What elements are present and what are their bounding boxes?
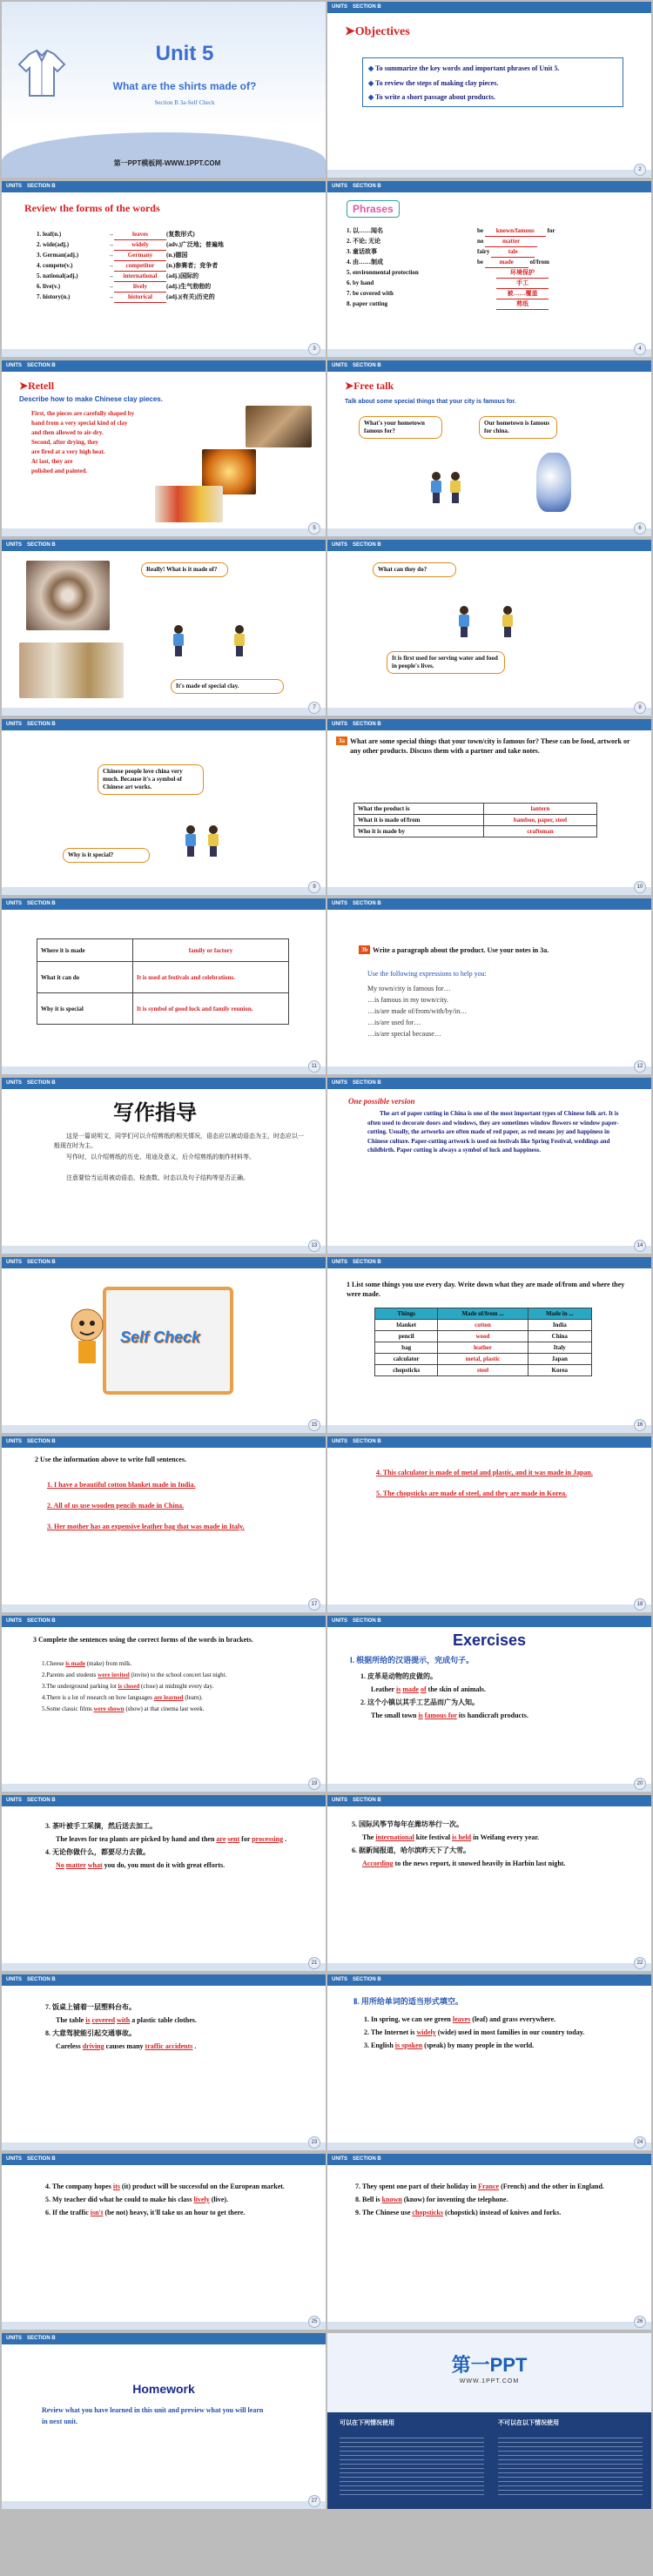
list-item: 3.The underground parking lot is closed (close) at midnight every day. <box>42 1683 214 1690</box>
self-check-label: Self Check <box>120 1328 201 1346</box>
table-row: What the product is lantern <box>354 804 597 815</box>
page-number: 25 <box>308 2316 320 2328</box>
slide-header: UNITS SECTION B <box>2 1257 326 1268</box>
page-number: 26 <box>634 2316 646 2328</box>
slide-header: UNITS SECTION B <box>2 1078 326 1089</box>
complete-list <box>42 1659 277 1713</box>
slide-use-dialog <box>327 540 651 716</box>
list-item: 2.Parents and students were invited (invite) to the school concert last night. <box>42 1671 227 1678</box>
guide-paragraph: 注意要恰当运用被动语态，检查数、时态以及句子结构等是否正确。 <box>66 1174 249 1181</box>
slide-header: UNITS SECTION B <box>327 360 651 372</box>
table-row: Who it is made by craftsman <box>354 826 597 837</box>
speech-bubble: It's made of special clay. <box>171 679 284 694</box>
notes-table <box>353 803 597 837</box>
answer-sentence: 2. All of us use wooden pencils made in China. <box>47 1502 185 1510</box>
slide-exercises-3 <box>327 1795 651 1971</box>
exercise-instruction: Ⅱ. 用所给单词的适当形式填空。 <box>353 1997 463 2006</box>
table-row: bag leather Italy <box>375 1342 592 1354</box>
answer-list <box>47 1475 265 1537</box>
pottery-wheel-photo <box>26 561 110 630</box>
slide-exercises-1 <box>327 1616 651 1792</box>
disallowed-heading: 不可以在以下情况使用 <box>498 2420 559 2426</box>
page-number: 5 <box>308 522 320 535</box>
freetalk-question: Talk about some special things that your city is famous for. <box>345 399 516 405</box>
things-table <box>374 1308 592 1376</box>
slide-header: UNITS SECTION B <box>2 1616 326 1627</box>
slide-things-table <box>327 1257 651 1433</box>
exercise-body: 7. 饭桌上铺着一层塑料台布。 The table is covered with a plastic table clothes. 8. 大意驾驶能引起交通事故。 Careless driving causes many traffic accidents . <box>45 2003 197 2050</box>
form-item: 6. live(v.) → lively (adj.)生气勃勃的 <box>37 282 315 293</box>
speech-bubble: Why is it special? <box>63 848 150 863</box>
exercise-body: 1. 皮革是动物的皮做的。 Leather is made of the skin of animals. 2. 这个小镇以其手工艺品而广为人知。 The small town is famous for its handicraft products. <box>360 1672 528 1719</box>
page-number: 21 <box>308 1957 320 1969</box>
phrases-title: Phrases <box>347 200 400 218</box>
cover-site: 第一PPT模板网-WWW.1PPT.COM <box>113 159 221 167</box>
sample-text: The art of paper cutting in China is one of the most important types of Chinese folk art. It is often used to decorate doors and windows, they are sometimes window flowers or window paper-cutting. Usually, the artworks are often made of red paper, as red means joy and happiness in Chinese culture. Paper-cutting artwork is used on festivals like Spring Festival, weddings and childbirth. Paper cutting is always a symbol of luck and happiness. <box>367 1110 619 1153</box>
table-row: Why it is special It is symbol of good luck and family reunion. <box>37 993 289 1025</box>
slide-header: UNITS SECTION B <box>327 540 651 551</box>
phrase-item: 7. be covered with 被……覆盖 <box>347 289 643 299</box>
slide-header: UNITS SECTION B <box>2 2154 326 2165</box>
table-row: blanket cotton India <box>375 1320 592 1331</box>
slide-sentences-2 <box>327 1436 651 1612</box>
student-figure <box>185 825 197 857</box>
slide-header: UNITS SECTION B <box>2 1436 326 1448</box>
slide-complete <box>2 1616 326 1792</box>
slide-clay-dialog <box>2 540 326 716</box>
pencil-character-icon <box>63 1306 111 1367</box>
task-question: 1 List some things you use every day. Write down what they are made of/from and where they were made. <box>347 1281 625 1298</box>
task-number: 3b <box>359 945 370 954</box>
page-number: 23 <box>308 2136 320 2149</box>
slide-header: UNITS SECTION B <box>327 1795 651 1806</box>
speech-bubble: What's your hometown famous for? <box>359 416 442 439</box>
phrase-item: 1. 以……闻名 be known/famous for <box>347 226 643 237</box>
slide-exercises-4 <box>2 1974 326 2150</box>
form-item: 7. history(n.) → historical (adj.)(有关)历史的 <box>37 293 315 303</box>
slide-header: UNITS SECTION B <box>327 1078 651 1089</box>
phrase-item: 5. environmental protection 环境保护 <box>347 268 643 279</box>
slide-forms <box>2 181 326 357</box>
page-number: 24 <box>634 2136 646 2149</box>
table-row: Things Made of/from ... Made in ... <box>375 1308 592 1320</box>
phrase-item: 2. 不论; 无论 no matter <box>347 237 643 247</box>
answer-sentence: 4. This calculator is made of metal and plastic, and it was made in Japan. <box>376 1469 593 1476</box>
freetalk-title: ➤Free talk <box>345 380 394 392</box>
exercise-instruction: Ⅰ. 根据所给的汉语提示，完成句子。 <box>350 1656 475 1665</box>
expression-list: My town/city is famous for… …is famous in my town/city. …is/are made of/from/with/by/in… …is/are used for… …is/are special because… <box>367 985 468 1038</box>
table-row: calculator metal, plastic Japan <box>375 1354 592 1365</box>
template-logo: 第一PPT <box>451 2354 528 2376</box>
slide-3b <box>327 898 651 1074</box>
slide-header: UNITS SECTION B <box>327 898 651 910</box>
cover-subtitle: What are the shirts made of? <box>112 80 257 92</box>
slide-header: UNITS SECTION B <box>2 898 326 910</box>
objectives-box <box>362 57 623 107</box>
slide-cover <box>2 2 326 178</box>
slide-header: UNITS SECTION B <box>327 2154 651 2165</box>
page-number: 15 <box>308 1419 320 1431</box>
exercise-body: 5. 国际风筝节每年在潍坊举行一次。 The international kite festival is held in Weifang every year. 6. 据新闻报道，哈尔滨昨天下了大雪。 According to the news report, it snowed heavily in Harbin last night. <box>352 1820 566 1867</box>
clay-fish-photo <box>155 486 223 522</box>
list-item: 5.Some classic films were shown (show) at that cinema last week. <box>42 1705 205 1712</box>
slide-3a-table <box>2 898 326 1074</box>
exercise-body <box>45 2180 298 2219</box>
slide-header: UNITS SECTION B <box>2 1795 326 1806</box>
phrase-item: 3. 童话故事 fairy tale <box>347 247 643 258</box>
page-number: 12 <box>634 1060 646 1073</box>
slide-header: UNITS SECTION B <box>327 719 651 730</box>
cover-section: Section B 3a-Self Check <box>154 99 215 106</box>
objective-item: ◆ To summarize the key words and important phrases of Unit 5. <box>368 64 560 72</box>
speech-bubble: It is first used for serving water and food in people's lives. <box>387 651 505 674</box>
objectives-title: ➤Objectives <box>345 25 410 38</box>
sample-title: One possible version <box>348 1097 415 1106</box>
speech-bubble: Our hometown is famous for china. <box>479 416 557 439</box>
slide-exercises-7 <box>327 2154 651 2330</box>
phrase-item: 4. 由……制成 be made of/from <box>347 258 643 268</box>
form-item: 2. wide(adj.) → widely (adv.)广泛地；普遍地 <box>37 240 315 251</box>
exercise-body <box>364 2013 634 2052</box>
task-question: 2 Use the information above to write full sentences. <box>35 1456 186 1463</box>
table-row: What it is made of/from bamboo, paper, steel <box>354 815 597 826</box>
slide-header: UNITS SECTION B <box>327 1616 651 1627</box>
page-number: 3 <box>308 343 320 355</box>
answer-sentence: 5. The chopsticks are made of steel, and they are made in Korea. <box>376 1490 568 1497</box>
slide-retell <box>2 360 326 536</box>
retell-title: ➤Retell <box>19 380 55 392</box>
slide-freetalk <box>327 360 651 536</box>
page-number: 11 <box>308 1060 320 1073</box>
retell-question: Describe how to make Chinese clay pieces. <box>19 395 163 403</box>
slide-header: UNITS SECTION B <box>2 719 326 730</box>
task-question: What are some special things that your town/city is famous for? These can be food, artwork or any other products. Discuss them with a partner and take notes. <box>350 737 630 755</box>
objective-item: ◆ To write a short passage about products. <box>368 93 496 101</box>
slide-header: UNITS SECTION B <box>327 2 651 13</box>
page-number: 17 <box>308 1598 320 1611</box>
slide-sentences-1 <box>2 1436 326 1612</box>
list-item: 1. In spring, we can see green leaves (leaf) and grass everywhere. <box>364 2015 556 2023</box>
objective-item: ◆ To review the steps of making clay pieces. <box>368 79 499 87</box>
page-number: 27 <box>308 2495 320 2507</box>
slide-header: UNITS SECTION B <box>2 2333 326 2344</box>
slide-objectives <box>327 2 651 178</box>
speech-bubble: Really! What is it made of? <box>141 562 228 577</box>
forms-title: Review the forms of the words <box>24 202 160 214</box>
student-figure <box>458 606 470 637</box>
table-row: What it can do It is used at festivals and celebrations. <box>37 962 289 993</box>
phrases-list <box>347 226 643 310</box>
list-item: 5. My teacher did what he could to make his class lively (live). <box>45 2196 229 2203</box>
shirt-icon <box>14 45 70 101</box>
form-item: 1. leaf(n.) → leaves (复数形式) <box>37 230 315 240</box>
slide-header: UNITS SECTION B <box>327 181 651 192</box>
slide-exercises-2 <box>2 1795 326 1971</box>
forms-list <box>37 230 315 303</box>
student-figure <box>449 472 461 503</box>
slide-header: UNITS SECTION B <box>327 1974 651 1986</box>
student-figure <box>172 625 185 656</box>
exercises-title: Exercises <box>452 1631 527 1649</box>
task-number: 3a <box>336 736 347 745</box>
speech-bubble: What can they do? <box>373 562 456 577</box>
slide-template-ad <box>327 2333 651 2509</box>
student-figure <box>430 472 442 503</box>
notes-table <box>37 938 289 1025</box>
page-number: 19 <box>308 1778 320 1790</box>
clay-photo <box>246 406 312 447</box>
form-item: 5. national(adj.) → international (adj.)国际的 <box>37 272 315 282</box>
slide-header: UNITS SECTION B <box>2 540 326 551</box>
table-row: chopsticks steel Korea <box>375 1365 592 1376</box>
list-item: 4.There is a lot of research on how languages are learned (learn). <box>42 1694 203 1701</box>
task-question: Write a paragraph about the product. Use your notes in 3a. <box>373 946 549 954</box>
page-number: 9 <box>308 881 320 893</box>
slide-header: UNITS SECTION B <box>2 360 326 372</box>
page-number: 6 <box>634 522 646 535</box>
page-number: 22 <box>634 1957 646 1969</box>
slide-header: UNITS SECTION B <box>327 1436 651 1448</box>
page-number: 20 <box>634 1778 646 1790</box>
list-item: 8. Bell is known (know) for inventing the telephone. <box>355 2196 508 2203</box>
slide-phrases <box>327 181 651 357</box>
guide-paragraph: 写作时，以介绍剪纸的历史、用途及意义，后介绍剪纸的制作材料等。 <box>66 1153 255 1160</box>
list-item: 3. English is spoken (speak) by many people in the world. <box>364 2041 535 2049</box>
table-row: Where it is made family or factory <box>37 939 289 962</box>
homework-title: Homework <box>132 2382 195 2396</box>
list-item: 4. The company hopes its (it) product will be successful on the European market. <box>45 2183 285 2190</box>
list-item: 1.Cheese is made (make) from milk. <box>42 1660 132 1667</box>
page-number: 18 <box>634 1598 646 1611</box>
exercise-body <box>355 2180 634 2219</box>
slide-3a <box>327 719 651 895</box>
retell-text: First, the pieces are carefully shaped by hand from a very special kind of clay and then allowed to air-dry. Second, after drying, they are fired at a very high heat. At last, they are polished and painted. <box>31 410 135 474</box>
phrase-item: 6. by hand 手工 <box>347 279 643 289</box>
answer-sentence: 1. I have a beautiful cotton blanket made in India. <box>47 1481 196 1489</box>
student-figure <box>502 606 514 637</box>
allowed-heading: 可以在下列情况使用 <box>340 2420 394 2426</box>
homework-text: Review what you have learned in this unit and preview what you will learn in next unit. <box>42 2406 264 2425</box>
page-number: 2 <box>634 164 646 176</box>
template-url: WWW.1PPT.COM <box>459 2378 520 2384</box>
page-number: 14 <box>634 1240 646 1252</box>
table-row: pencil wood China <box>375 1331 592 1342</box>
task-question: 3 Complete the sentences using the correct forms of the words in brackets. <box>33 1636 253 1644</box>
exercise-body: 3. 茶叶被手工采摘，然后送去加工。 The leaves for tea plants are picked by hand and then are sent for processing . 4. 无论你做什么，都要尽力去做。 No matter what you do, you must do it with great efforts. <box>45 1822 287 1869</box>
list-item: 9. The Chinese use chopsticks (chopstick) instead of knives and forks. <box>355 2209 562 2216</box>
answer-sentence: 3. Her mother has an expensive leather bag that was made in Italy. <box>47 1523 245 1530</box>
slide-exercises-6 <box>2 2154 326 2330</box>
page-number: 7 <box>308 702 320 714</box>
china-vase-icon <box>536 453 571 512</box>
cover-title: Unit 5 <box>155 42 214 65</box>
page-number: 8 <box>634 702 646 714</box>
page-number: 13 <box>308 1240 320 1252</box>
page-number: 16 <box>634 1419 646 1431</box>
slide-homework <box>2 2333 326 2509</box>
slide-header: UNITS SECTION B <box>2 181 326 192</box>
student-figure <box>233 625 246 656</box>
speech-bubble: Chinese people love china very much. Because it's a symbol of Chinese art works. <box>98 764 204 795</box>
clay-figures-photo <box>19 642 124 698</box>
slide-header: UNITS SECTION B <box>327 1257 651 1268</box>
slide-header: UNITS SECTION B <box>2 1974 326 1986</box>
form-item: 4. compete(v.) → competitor (n.)参赛者；竞争者 <box>37 261 315 272</box>
list-item: 6. If the traffic isn't (be not) heavy, it'll take us an hour to get there. <box>45 2209 246 2216</box>
guide-title: 写作指导 <box>113 1102 197 1125</box>
slide-sample <box>327 1078 651 1254</box>
slide-special-dialog <box>2 719 326 895</box>
answer-list <box>376 1463 611 1504</box>
list-item: 7. They spent one part of their holiday in France (French) and the other in England. <box>355 2183 604 2190</box>
slide-selfcheck <box>2 1257 326 1433</box>
phrase-item: 8. paper cutting 剪纸 <box>347 299 643 310</box>
slide-writing-guide <box>2 1078 326 1254</box>
hint-text: Use the following expressions to help you: <box>367 970 487 978</box>
list-item: 2. The Internet is widely (wide) used in most families in our country today. <box>364 2028 585 2036</box>
guide-paragraph: 这是一篇说明文，同学们可以介绍剪纸的相关情况，语态应以被动语态为主，时态应以一般现在时为主。 <box>54 1133 304 1149</box>
form-item: 3. German(adj.) → Germany (n.)德国 <box>37 251 315 261</box>
student-figure <box>207 825 219 857</box>
page-number: 10 <box>634 881 646 893</box>
slide-exercises-5 <box>327 1974 651 2150</box>
page-number: 4 <box>634 343 646 355</box>
